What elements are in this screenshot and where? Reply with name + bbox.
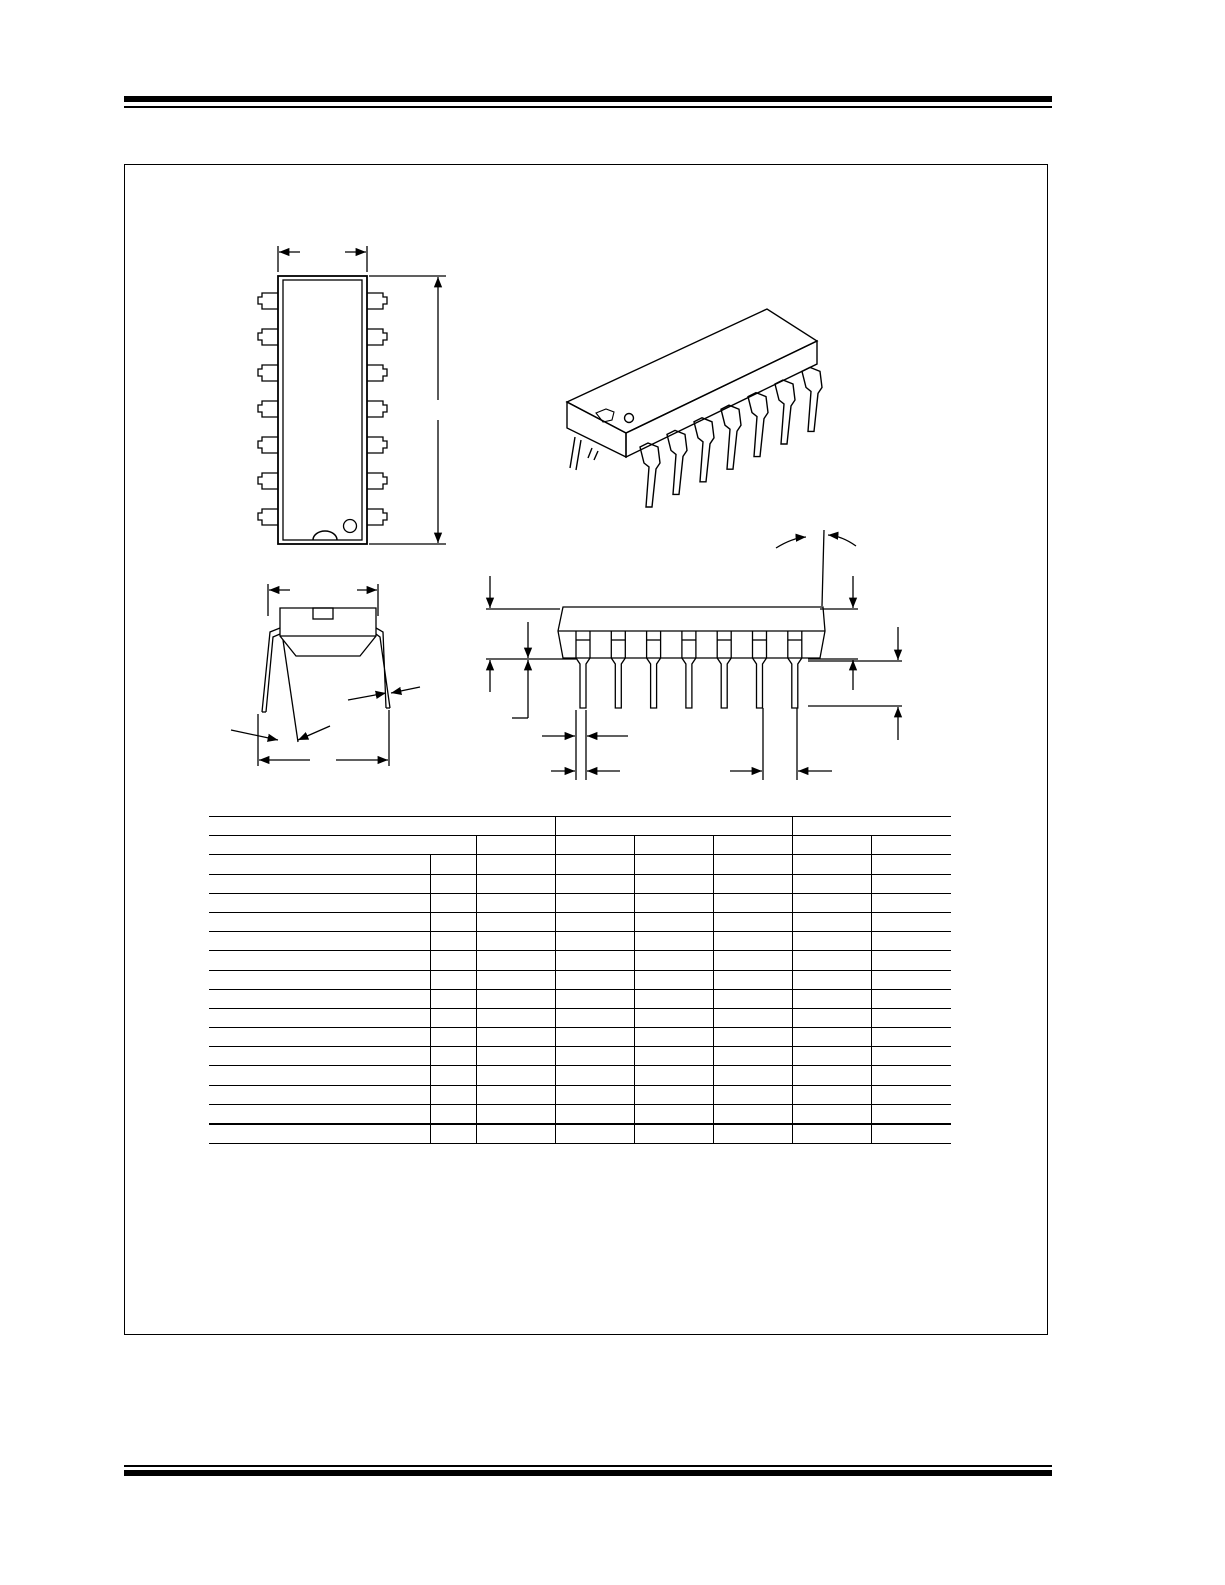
iso-lead — [775, 380, 795, 444]
table-cell — [209, 932, 430, 951]
table-cell — [792, 836, 871, 855]
table-cell — [430, 932, 476, 951]
table-cell — [209, 817, 555, 836]
table-cell — [555, 1066, 634, 1085]
side-view-lead — [717, 631, 731, 708]
table-cell — [476, 874, 555, 893]
top-view-pin — [258, 437, 278, 453]
table-cell — [634, 989, 713, 1008]
table-cell — [476, 1066, 555, 1085]
table-cell — [555, 893, 634, 912]
table-cell — [792, 912, 871, 931]
table-cell — [476, 970, 555, 989]
table-cell — [555, 1008, 634, 1027]
table-cell — [476, 855, 555, 874]
iso-front-face — [567, 402, 626, 457]
top-view-pin — [367, 473, 387, 489]
table-cell — [209, 1066, 430, 1085]
top-view-pin — [367, 437, 387, 453]
table-cell — [555, 874, 634, 893]
table-row — [209, 1124, 951, 1144]
table-cell — [555, 970, 634, 989]
iso-side-face — [626, 341, 817, 457]
table-row — [209, 932, 951, 951]
pin1-dot — [344, 520, 357, 533]
table-cell — [476, 1085, 555, 1104]
table-cell — [634, 1028, 713, 1047]
table-cell — [430, 1085, 476, 1104]
dimension-table — [209, 816, 951, 1144]
table-cell — [871, 989, 951, 1008]
iso-lead — [640, 443, 660, 507]
table-row — [209, 1028, 951, 1047]
table-cell — [792, 951, 871, 970]
table-cell — [634, 1008, 713, 1027]
table-cell — [871, 932, 951, 951]
top-view — [258, 246, 446, 544]
top-view-pin — [258, 293, 278, 309]
table-cell — [555, 951, 634, 970]
table-cell — [476, 1047, 555, 1066]
table-row — [209, 951, 951, 970]
table-cell — [634, 1047, 713, 1066]
table-cell — [871, 855, 951, 874]
top-view-pin — [367, 401, 387, 417]
table-cell — [209, 912, 430, 931]
table-cell — [792, 932, 871, 951]
table-cell — [713, 932, 792, 951]
table-row — [209, 989, 951, 1008]
iso-lead — [721, 405, 741, 469]
table-cell — [871, 912, 951, 931]
table-cell — [713, 1008, 792, 1027]
table-row — [209, 1066, 951, 1085]
table-cell — [209, 1028, 430, 1047]
side-view-lead — [576, 631, 590, 708]
table-cell — [476, 912, 555, 931]
top-view-pin — [258, 473, 278, 489]
table-cell — [871, 1047, 951, 1066]
table-cell — [792, 855, 871, 874]
end-view — [231, 584, 420, 766]
iso-lead — [667, 430, 687, 494]
top-view-pin — [258, 365, 278, 381]
table-cell — [430, 1028, 476, 1047]
table-cell — [430, 874, 476, 893]
table-cell — [430, 893, 476, 912]
table-row — [209, 912, 951, 931]
table-cell — [713, 855, 792, 874]
table-cell — [713, 1047, 792, 1066]
table-cell — [209, 1124, 430, 1144]
table-cell — [476, 1008, 555, 1027]
table-cell — [713, 912, 792, 931]
table-cell — [430, 951, 476, 970]
table-row — [209, 1104, 951, 1124]
table-row — [209, 836, 951, 855]
table-cell — [209, 893, 430, 912]
table-cell — [209, 989, 430, 1008]
table-row — [209, 1085, 951, 1104]
table-cell — [634, 1104, 713, 1124]
top-view-pin — [367, 329, 387, 345]
top-view-pin — [258, 509, 278, 525]
table-cell — [634, 1085, 713, 1104]
table-cell — [634, 970, 713, 989]
table-cell — [713, 989, 792, 1008]
table-cell — [792, 874, 871, 893]
table-cell — [871, 970, 951, 989]
table-cell — [871, 1066, 951, 1085]
table-row — [209, 855, 951, 874]
table-cell — [871, 1085, 951, 1104]
table-cell — [634, 951, 713, 970]
table-cell — [430, 1008, 476, 1027]
table-cell — [555, 1085, 634, 1104]
table-cell — [555, 1028, 634, 1047]
table-cell — [871, 1124, 951, 1144]
table-cell — [555, 989, 634, 1008]
side-view-body — [558, 607, 825, 658]
table-cell — [209, 836, 476, 855]
isometric-view — [567, 309, 822, 507]
table-cell — [476, 989, 555, 1008]
top-view-pin — [258, 329, 278, 345]
table-cell — [713, 1066, 792, 1085]
table-cell — [476, 893, 555, 912]
table-row — [209, 874, 951, 893]
table-cell — [209, 1008, 430, 1027]
table-cell — [555, 855, 634, 874]
table-cell — [634, 855, 713, 874]
table-cell — [430, 912, 476, 931]
top-view-pin — [367, 365, 387, 381]
table-cell — [792, 1028, 871, 1047]
table-cell — [792, 970, 871, 989]
table-cell — [792, 989, 871, 1008]
table-cell — [634, 893, 713, 912]
top-view-pin — [367, 293, 387, 309]
table-cell — [871, 1008, 951, 1027]
table-cell — [209, 951, 430, 970]
table-cell — [555, 1047, 634, 1066]
table-row — [209, 1008, 951, 1027]
top-view-pin — [258, 401, 278, 417]
table-cell — [555, 912, 634, 931]
footer-rule-thin — [124, 1465, 1052, 1467]
table-cell — [713, 970, 792, 989]
side-view-lead — [788, 631, 802, 708]
iso-lead — [802, 367, 822, 431]
table-cell — [430, 989, 476, 1008]
table-cell — [476, 932, 555, 951]
table-cell — [792, 893, 871, 912]
table-cell — [209, 970, 430, 989]
table-cell — [792, 1008, 871, 1027]
pin1-notch — [313, 531, 337, 540]
table-row — [209, 893, 951, 912]
table-cell — [713, 1028, 792, 1047]
table-cell — [430, 1104, 476, 1124]
iso-lead — [694, 418, 714, 482]
side-view-lead — [682, 631, 696, 708]
table-cell — [555, 932, 634, 951]
table-cell — [476, 1104, 555, 1124]
end-view-body — [280, 608, 376, 656]
table-cell — [713, 893, 792, 912]
table-cell — [792, 1047, 871, 1066]
table-cell — [430, 855, 476, 874]
table-cell — [634, 1066, 713, 1085]
table-cell — [634, 912, 713, 931]
table-cell — [634, 932, 713, 951]
table-cell — [713, 1085, 792, 1104]
side-view-lead — [611, 631, 625, 708]
table-cell — [792, 1066, 871, 1085]
table-cell — [209, 874, 430, 893]
top-view-body — [278, 276, 367, 544]
table-cell — [634, 874, 713, 893]
table-cell — [209, 855, 430, 874]
table-cell — [871, 836, 951, 855]
table-cell — [871, 1104, 951, 1124]
iso-lead — [748, 393, 768, 457]
iso-top-face — [567, 309, 817, 433]
footer-rule-thick — [124, 1470, 1052, 1476]
table-cell — [476, 1028, 555, 1047]
table-cell — [555, 1104, 634, 1124]
table-cell — [792, 1085, 871, 1104]
table-cell — [209, 1085, 430, 1104]
table-cell — [476, 1124, 555, 1144]
side-view-lead — [647, 631, 661, 708]
table-row — [209, 817, 951, 836]
table-cell — [555, 817, 792, 836]
table-cell — [634, 836, 713, 855]
top-view-pin — [367, 509, 387, 525]
top-view-body-inner — [283, 280, 362, 540]
table-cell — [713, 836, 792, 855]
side-view-lead — [753, 631, 767, 708]
table-cell — [476, 951, 555, 970]
table-cell — [209, 1047, 430, 1066]
table-cell — [871, 951, 951, 970]
table-cell — [792, 817, 951, 836]
table-cell — [209, 1104, 430, 1124]
table-cell — [713, 951, 792, 970]
side-view — [486, 530, 902, 780]
table-cell — [634, 1124, 713, 1144]
table-cell — [871, 874, 951, 893]
table-row — [209, 1047, 951, 1066]
table-row — [209, 970, 951, 989]
table-cell — [555, 836, 634, 855]
table-cell — [476, 836, 555, 855]
table-cell — [430, 1124, 476, 1144]
table-cell — [792, 1104, 871, 1124]
table-cell — [430, 970, 476, 989]
table-cell — [713, 874, 792, 893]
table-cell — [871, 893, 951, 912]
table-cell — [713, 1104, 792, 1124]
table-cell — [430, 1066, 476, 1085]
table-cell — [430, 1047, 476, 1066]
table-cell — [871, 1028, 951, 1047]
table-cell — [713, 1124, 792, 1144]
table-cell — [792, 1124, 871, 1144]
table-cell — [555, 1124, 634, 1144]
